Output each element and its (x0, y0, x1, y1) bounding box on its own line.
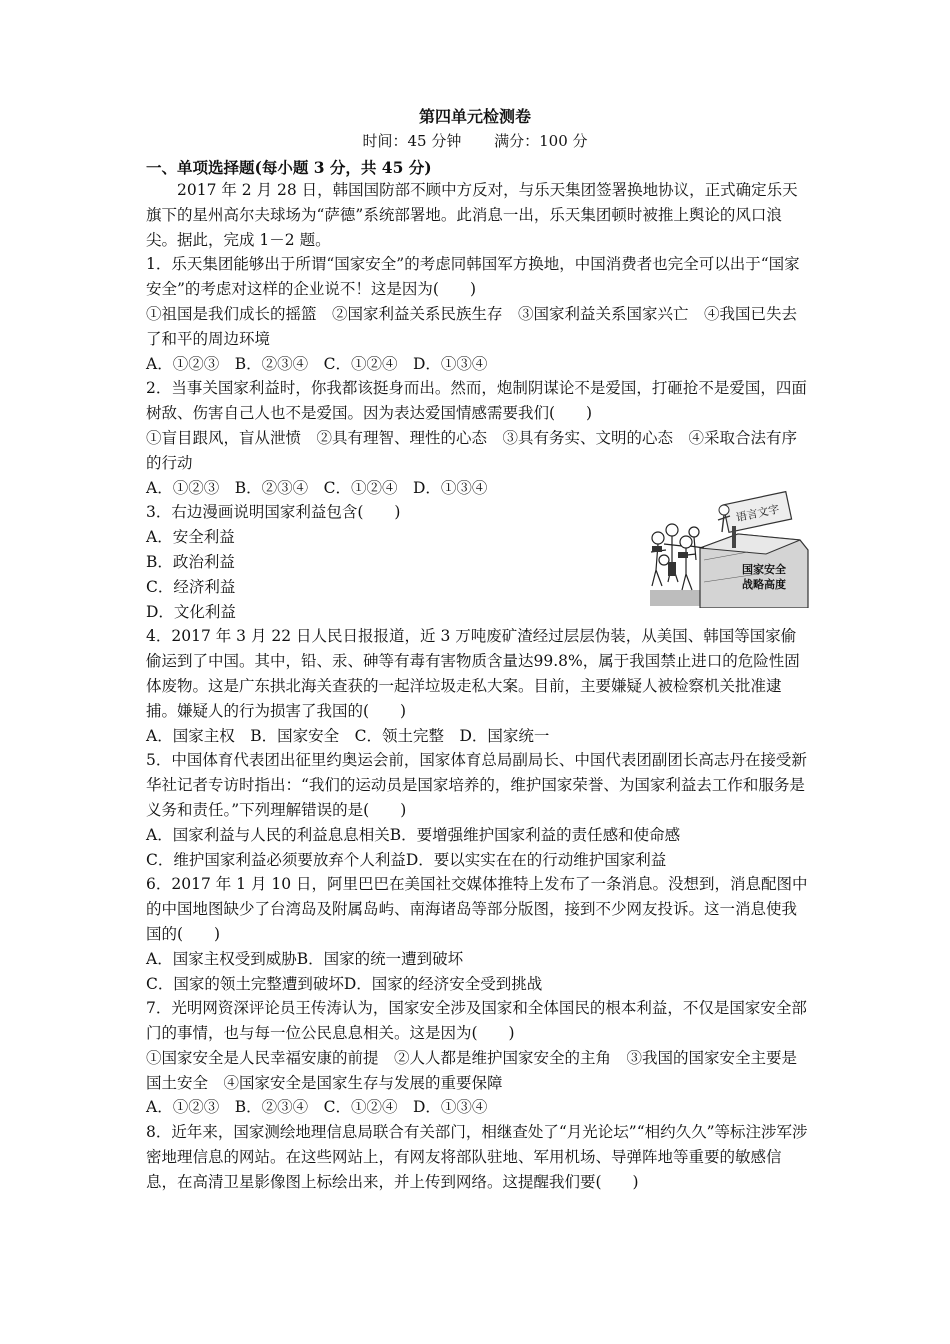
exam-score: 满分：100 分 (494, 132, 588, 150)
q3-block (146, 500, 808, 624)
q4-options: A．国家主权 B．国家安全 C．领土完整 D．国家统一 (146, 726, 550, 745)
cartoon-sign-top: 语言文字 (734, 502, 781, 525)
intro-paragraph: 2017 年 2 月 28 日，韩国国防部不顾中方反对，与乐天集团签署换地协议，正式确定乐天旗下的星州高尔夫球场为“萨德”系统部署地。此消息一出，乐天集团顿时被推上舆论的风口浪尖。据此，完成 1－2 题。 (146, 181, 798, 249)
q2-stem: 2．当事关国家利益时，你我都该挺身而出。然而，炮制阴谋论不是爱国，打砸抢不是爱国，四面树敌、伤害自己人也不是爱国。因为表达爱国情感需要我们( ) (146, 379, 807, 423)
q1-items: ①祖国是我们成长的摇篮 ②国家利益关系民族生存 ③国家利益关系国家兴亡 ④我国已失去了和平的周边环境 (146, 304, 798, 348)
exam-time: 时间：45 分钟 (362, 132, 462, 150)
q5-options-2: C．维护国家利益必须要放弃个人利益D．要以实实在在的行动维护国家利益 (146, 850, 667, 869)
q6-options-1: A．国家主权受到威胁B．国家的统一遭到破坏 (146, 949, 464, 968)
page-title: 第四单元检测卷 (418, 107, 531, 126)
q1-options: A．①②③ B．②③④ C．①②④ D．①③④ (146, 354, 488, 373)
cartoon-sign-main-line1: 国家安全 (742, 563, 786, 577)
q5-options-1: A．国家利益与人民的利益息息相关B．要增强维护国家利益的责任感和使命感 (146, 825, 681, 844)
q3-option-c: C．经济利益 (146, 577, 236, 596)
q1-stem: 1．乐天集团能够出于所谓“国家安全”的考虑同韩国军方换地，中国消费者也完全可以出于“国家安全”的考虑对这样的企业说不！这是因为( ) (146, 255, 800, 299)
q6-stem: 6．2017 年 1 月 10 日，阿里巴巴在美国社交媒体推特上发布了一条消息。没想到，消息配图中的中国地图缺少了台湾岛及附属岛屿、南海诸岛等部分版图，接到不少网友投诉。这一消息使我国的( ) (146, 875, 808, 943)
cartoon-sign-main-line2: 战略高度 (742, 578, 786, 592)
q3-option-d: D．文化利益 (146, 602, 236, 621)
national-security-cartoon (648, 490, 810, 608)
section-heading: 一、单项选择题(每小题 3 分，共 45 分) (146, 158, 432, 177)
question-body (146, 178, 808, 1195)
q2-options: A．①②③ B．②③④ C．①②④ D．①③④ (146, 478, 488, 497)
q2-items: ①盲目跟风，盲从泄愤 ②具有理智、理性的心态 ③具有务实、文明的心态 ④采取合法有序的行动 (146, 428, 798, 472)
exam-meta (0, 130, 950, 151)
q5-stem: 5．中国体育代表团出征里约奥运会前，国家体育总局副局长、中国代表团副团长高志丹在接受新华社记者专访时指出：“我们的运动员是国家培养的，维护国家荣誉、为国家利益去工作和服务是义务和责任。”下列理解错误的是( ) (146, 751, 807, 819)
q4-stem: 4．2017 年 3 月 22 日人民日报报道，近 3 万吨废矿渣经过层层伪装，从美国、韩国等国家偷偷运到了中国。其中，铅、汞、砷等有毒有害物质含量达99.8%，属于我国禁止进口的危险性固体废物。这是广东拱北海关查获的一起洋垃圾走私大案。目前，主要嫌疑人被检察机关批准逮捕。嫌疑人的行为损害了我国的( ) (146, 627, 800, 720)
q6-options-2: C．国家的领土完整遭到破坏D．国家的经济安全受到挑战 (146, 974, 543, 993)
q3-option-b: B．政治利益 (146, 552, 235, 571)
q8-stem: 8．近年来，国家测绘地理信息局联合有关部门，相继查处了“月光论坛”“相约久久”等标注涉军涉密地理信息的网站。在这些网站上，有网友将部队驻地、军用机场、导弹阵地等重要的敏感信息，在高清卫星影像图上标绘出来，并上传到网络。这提醒我们要( ) (146, 1123, 808, 1191)
q7-stem: 7．光明网资深评论员王传涛认为，国家安全涉及国家和全体国民的根本利益，不仅是国家安全部门的事情，也与每一位公民息息相关。这是因为( ) (146, 999, 807, 1043)
q7-items: ①国家安全是人民幸福安康的前提 ②人人都是维护国家安全的主角 ③我国的国家安全主要是国土安全 ④国家安全是国家生存与发展的重要保障 (146, 1048, 798, 1092)
q3-stem: 3．右边漫画说明国家利益包含( ) (146, 503, 401, 522)
q3-option-a: A．安全利益 (146, 528, 235, 547)
q7-options: A．①②③ B．②③④ C．①②④ D．①③④ (146, 1098, 488, 1117)
